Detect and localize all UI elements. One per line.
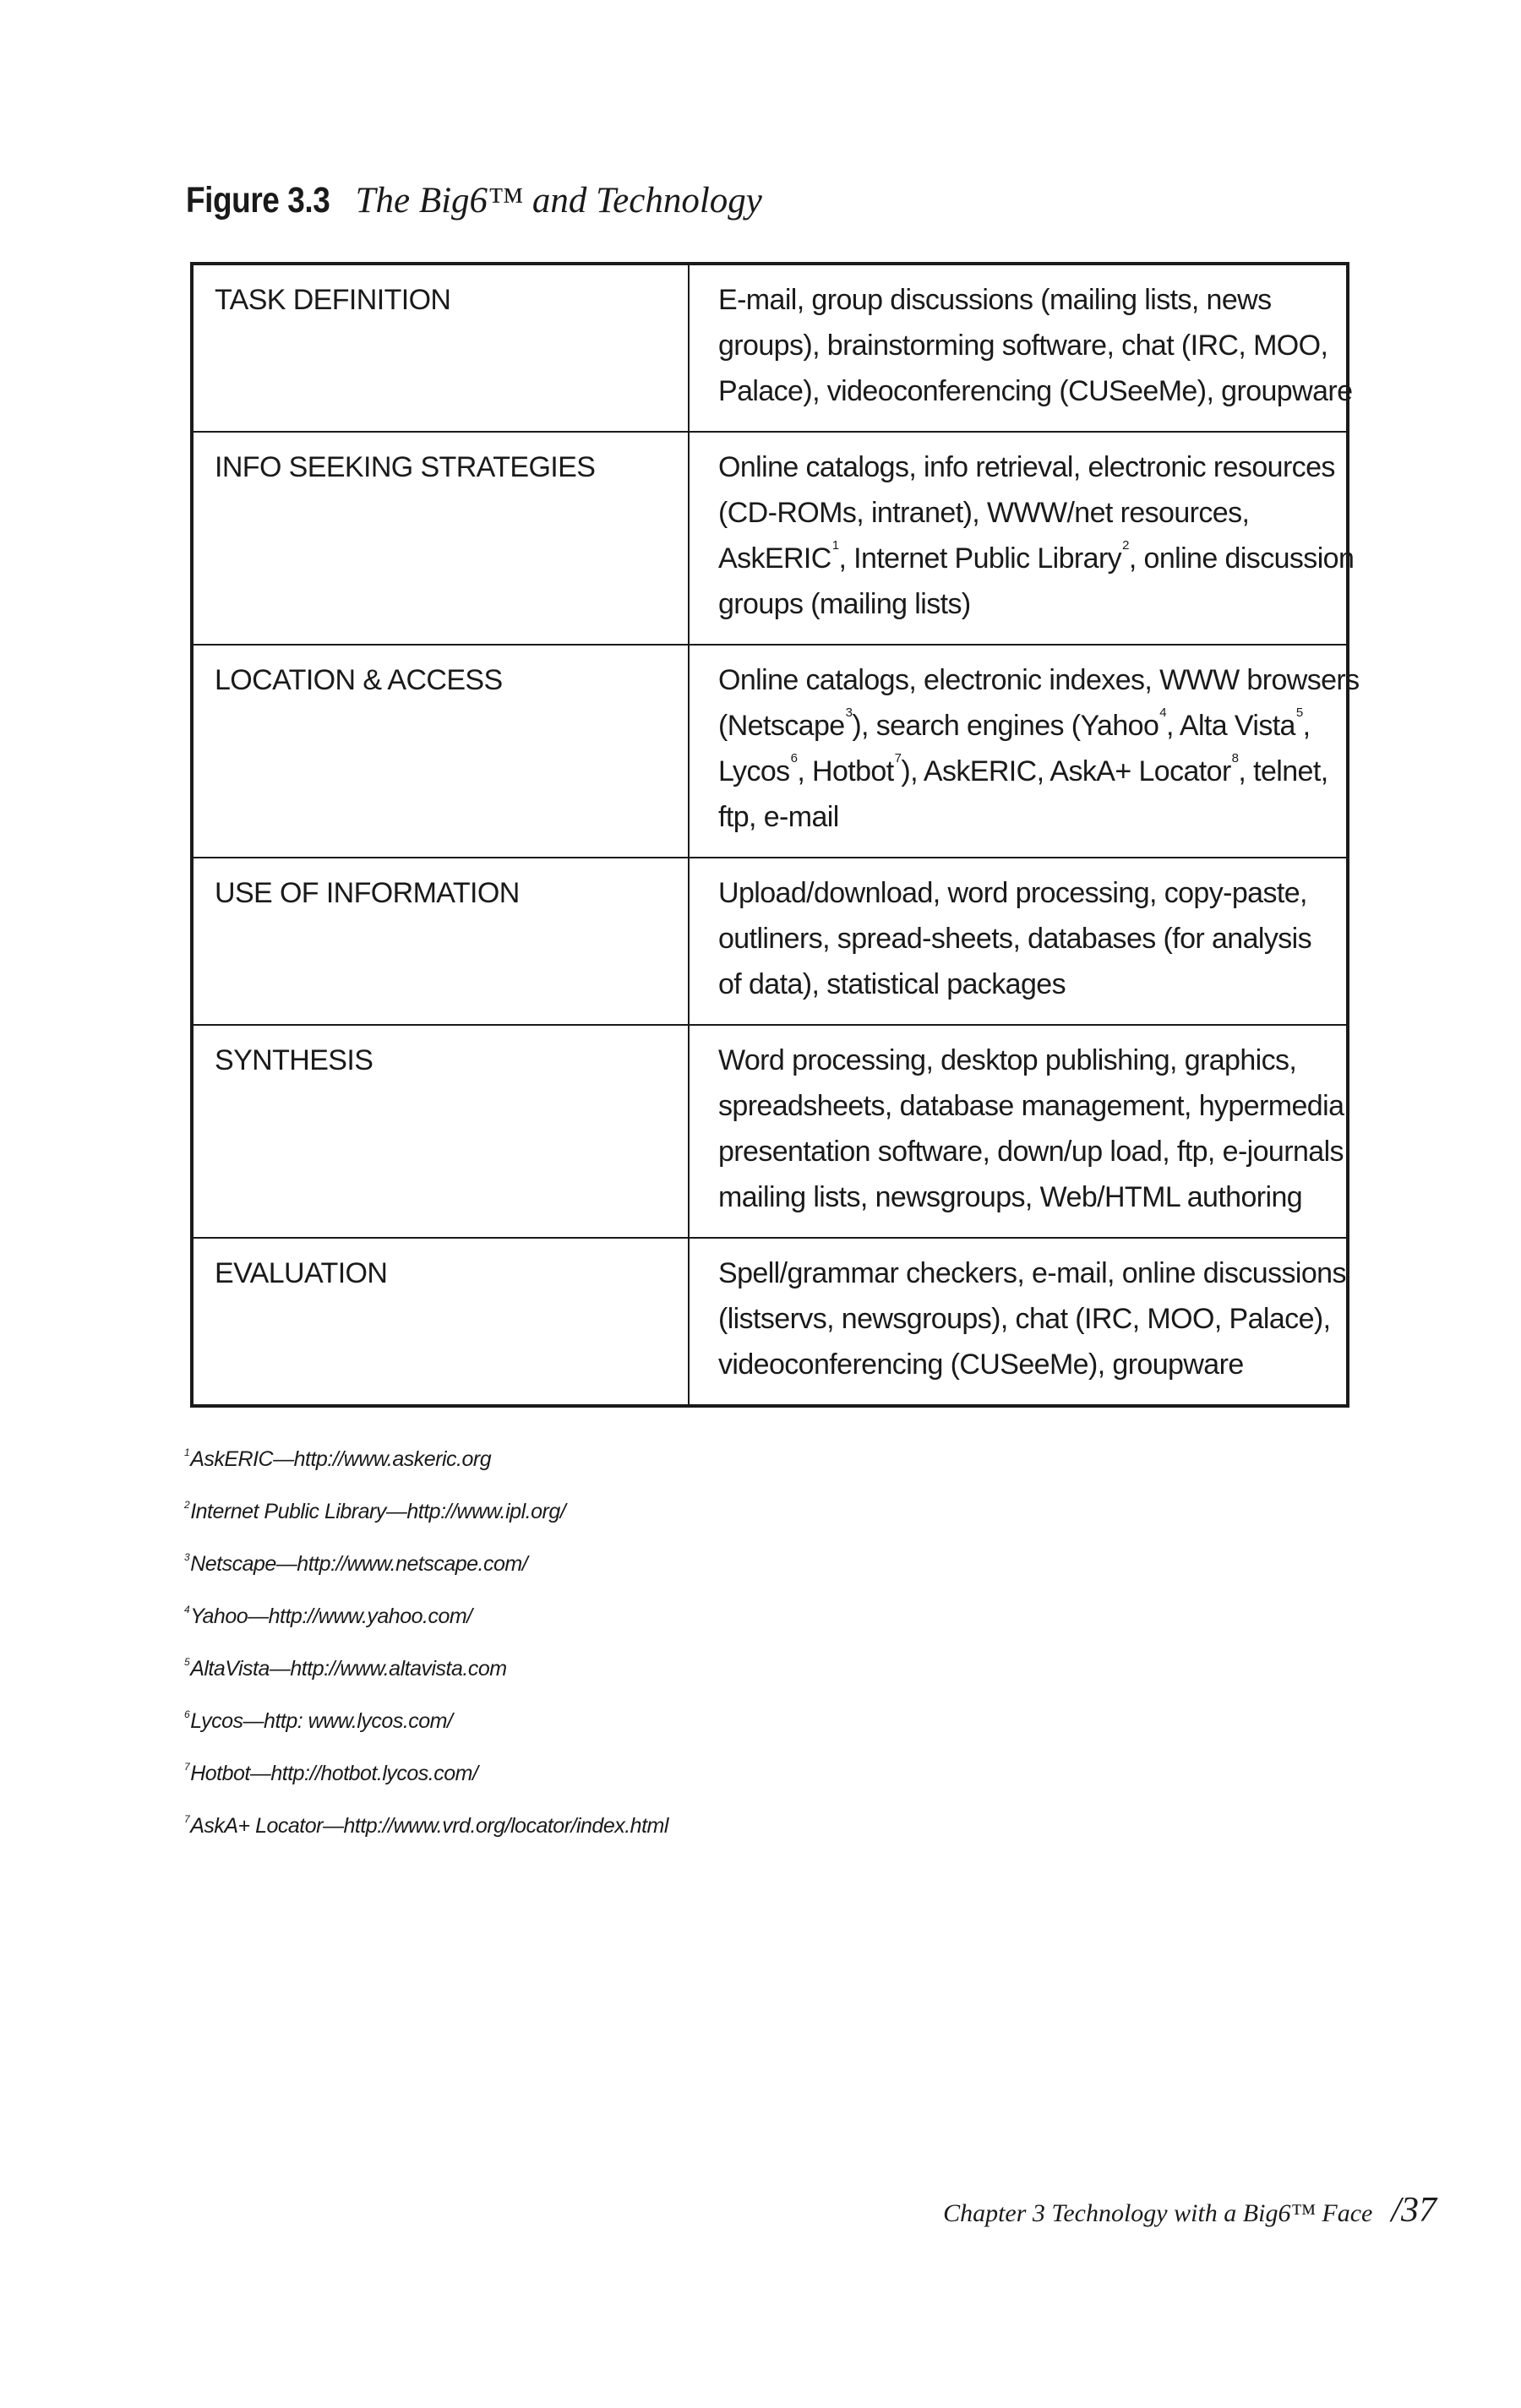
tools-text: presentation software, down/up load, ftp, e-journals,	[718, 1136, 1351, 1168]
footnote	[184, 1534, 668, 1587]
footnote-text: Lycos—http: www.lycos.com/	[190, 1709, 453, 1733]
stage-cell: EVALUATION	[192, 1238, 689, 1406]
tools-line	[718, 277, 1331, 323]
tools-cell	[689, 858, 1348, 1025]
figure-title: The Big6™ and Technology	[355, 181, 762, 221]
footnote	[184, 1692, 668, 1744]
tools-line	[718, 916, 1331, 962]
footnote-text: Yahoo—http://www.yahoo.com/	[190, 1604, 472, 1628]
footnote-number: 2	[184, 1499, 190, 1511]
footnote-number: 3	[184, 1551, 190, 1563]
tools-text: , telnet,	[1238, 755, 1328, 787]
tools-text: , Hotbot	[797, 755, 894, 787]
footnote-reference: 7	[894, 751, 902, 765]
tools-line	[718, 1083, 1352, 1129]
tools-text: Word processing, desktop publishing, graphics,	[718, 1044, 1297, 1076]
table-body	[192, 264, 1360, 1406]
table-row	[192, 432, 1348, 645]
table-row	[192, 645, 1348, 858]
tools-text: videoconferencing (CUSeeMe), groupware	[718, 1348, 1244, 1381]
figure-caption	[186, 180, 762, 221]
footnote-number: 5	[184, 1656, 190, 1668]
footnote-number: 1	[184, 1446, 190, 1458]
footnote-reference: 8	[1231, 751, 1239, 765]
tools-line	[718, 657, 1360, 703]
stage-cell: SYNTHESIS	[192, 1025, 689, 1238]
tools-text: AskERIC	[718, 542, 831, 575]
tools-line	[718, 1296, 1331, 1342]
big6-technology-table	[190, 262, 1360, 1408]
footnote-text: Hotbot—http://hotbot.lycos.com/	[190, 1762, 478, 1785]
footnote-reference: 5	[1295, 706, 1303, 720]
tools-cell	[689, 645, 1360, 858]
tools-text: outliners, spread-sheets, databases (for analysis	[718, 923, 1311, 955]
tools-line	[718, 581, 1331, 627]
footnote	[184, 1639, 668, 1692]
tools-text: Palace), videoconferencing (CUSeeMe), groupware	[718, 375, 1353, 407]
tools-line	[718, 1342, 1331, 1387]
footnote-reference: 4	[1159, 706, 1167, 720]
tools-text: Spell/grammar checkers, e-mail, online discussions	[718, 1257, 1346, 1289]
stage-cell: LOCATION & ACCESS	[192, 645, 689, 858]
tools-cell	[689, 1238, 1348, 1406]
footnote-text: Internet Public Library—http://www.ipl.org/	[190, 1500, 566, 1523]
tools-line	[718, 1038, 1331, 1083]
footnote-text: AltaVista—http://www.altavista.com	[190, 1657, 507, 1681]
running-footer	[943, 2190, 1436, 2231]
footnotes-list	[184, 1430, 668, 1849]
table-row	[192, 264, 1348, 432]
tools-line	[718, 536, 1355, 581]
tools-text: ,	[1302, 710, 1311, 742]
page-number: /37	[1391, 2191, 1436, 2230]
tools-line	[718, 323, 1331, 368]
tools-text: of data), statistical packages	[718, 968, 1066, 1000]
footnote-number: 7	[184, 1813, 190, 1825]
table-row	[192, 858, 1348, 1025]
tools-text: , online discussion	[1128, 542, 1355, 575]
stage-cell: INFO SEEKING STRATEGIES	[192, 432, 689, 645]
tools-line	[718, 962, 1331, 1007]
tools-line	[718, 703, 1331, 749]
footnote-text: AskA+ Locator—http://www.vrd.org/locator/index.html	[190, 1814, 668, 1838]
tools-line	[718, 444, 1335, 490]
tools-text: E-mail, group discussions (mailing lists, news	[718, 284, 1272, 316]
tools-cell	[689, 264, 1353, 432]
tools-line	[718, 1250, 1346, 1296]
footnote-reference: 1	[831, 538, 839, 553]
footnote	[184, 1430, 668, 1482]
tools-text: Online catalogs, electronic indexes, WWW browsers	[718, 664, 1360, 696]
chapter-title: Chapter 3 Technology with a Big6™ Face	[943, 2199, 1373, 2227]
tools-text: ), AskERIC, AskA+ Locator	[901, 755, 1231, 787]
tools-line	[718, 870, 1331, 916]
tools-text: mailing lists, newsgroups, Web/HTML authoring	[718, 1181, 1303, 1213]
tools-line	[718, 749, 1331, 794]
tools-line	[718, 490, 1331, 536]
footnote-text: AskERIC—http://www.askeric.org	[190, 1447, 492, 1471]
footnote	[184, 1796, 668, 1849]
footnote-reference: 3	[845, 706, 853, 720]
footnote	[184, 1482, 668, 1534]
footnote-reference: 2	[1122, 538, 1129, 553]
footnote-reference: 6	[790, 751, 798, 765]
stage-cell: USE OF INFORMATION	[192, 858, 689, 1025]
tools-text: (listservs, newsgroups), chat (IRC, MOO, Palace),	[718, 1303, 1331, 1335]
tools-text: , Internet Public Library	[838, 542, 1122, 575]
footnote-number: 6	[184, 1708, 190, 1720]
footnote-number: 4	[184, 1604, 190, 1615]
tools-line	[718, 1174, 1331, 1220]
tools-text: , Alta Vista	[1166, 710, 1295, 742]
tools-text: spreadsheets, database management, hypermedia,	[718, 1090, 1352, 1122]
tools-text: (Netscape	[718, 710, 845, 742]
tools-text: groups), brainstorming software, chat (IRC, MOO,	[718, 330, 1328, 362]
footnote	[184, 1744, 668, 1796]
tools-cell	[689, 432, 1355, 645]
footnote-number: 7	[184, 1761, 190, 1773]
tools-line	[718, 368, 1353, 414]
tools-text: groups (mailing lists)	[718, 588, 971, 620]
tools-line	[718, 794, 1331, 840]
tools-text: ftp, e-mail	[718, 801, 839, 833]
tools-text: Online catalogs, info retrieval, electronic resources	[718, 451, 1335, 483]
footnote	[184, 1587, 668, 1639]
tools-text: Upload/download, word processing, copy-paste,	[718, 877, 1307, 909]
stage-cell: TASK DEFINITION	[192, 264, 689, 432]
table-row	[192, 1238, 1348, 1406]
tools-text: Lycos	[718, 755, 790, 787]
footnote-text: Netscape—http://www.netscape.com/	[190, 1552, 528, 1576]
table-row	[192, 1025, 1348, 1238]
tools-text: (CD-ROMs, intranet), WWW/net resources,	[718, 497, 1250, 529]
figure-label: Figure 3.3	[186, 180, 330, 221]
tools-line	[718, 1129, 1351, 1174]
tools-text: ), search engines (Yahoo	[852, 710, 1159, 742]
tools-cell	[689, 1025, 1352, 1238]
